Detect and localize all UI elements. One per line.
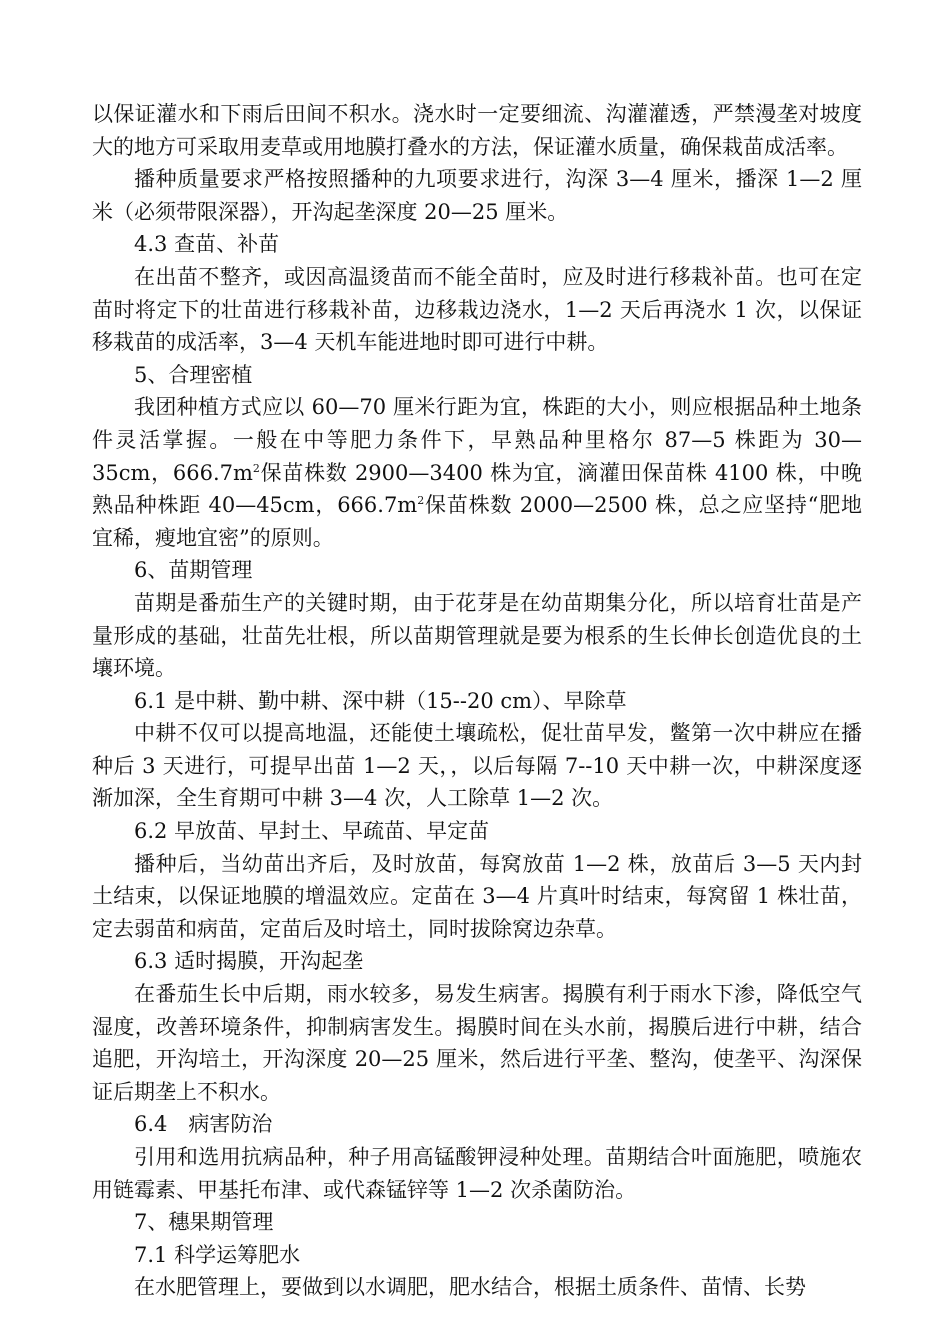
heading-7: 7、穗果期管理 — [134, 1210, 274, 1235]
paragraph-replanting: 在出苗不整齐，或因高温烫苗而不能全苗时，应及时进行移栽补苗。也可在定苗时将定下的壮苗进行移栽补苗，边移栽边浇水，1—2 天后再浇水 1 次，以保证移栽苗的成活率，3—4 天机车能进地时即可进行中耕。 — [92, 264, 862, 355]
paragraph-thinning: 播种后，当幼苗出齐后，及时放苗，每窝放苗 1—2 株，放苗后 3—5 天内封土结束，以保证地膜的增温效应。定苗在 3—4 片真叶时结束，每窝留 1 株壮苗，定去弱苗和病苗，定苗后及时培土，同时拔除窝边杂草。 — [92, 851, 862, 941]
heading-4-3: 4.3 查苗、补苗 — [134, 232, 280, 257]
paragraph-disease-control: 引用和选用抗病品种，种子用高锰酸钾浸种处理。苗期结合叶面施肥，喷施农用链霉素、甲基托布津、或代森锰锌等 1—2 次杀菌防治。 — [92, 1145, 862, 1202]
density-text-part-1: 我团种植方式应以 60—70 厘米行距为宜，株距的大小，则应根据品种土地条件灵活掌握。一般在中等肥力条件下，早熟品种里格尔 87—5 株距为 30—35cm，666.7m — [92, 395, 862, 485]
heading-6-2: 6.2 早放苗、早封土、早疏苗、早定苗 — [134, 819, 490, 844]
paragraph-irrigation: 以保证灌水和下雨后田间不积水。浇水时一定要细流、沟灌灌透，严禁漫垄对坡度大的地方可采取用麦草或用地膜打叠水的方法，保证灌水质量，确保栽苗成活率。 — [92, 102, 862, 159]
paragraph-film-removal: 在番茄生长中后期，雨水较多，易发生病害。揭膜有利于雨水下渗，降低空气湿度，改善环境条件，抑制病害发生。揭膜时间在头水前，揭膜后进行中耕，结合追肥，开沟培土，开沟深度 20—25 厘米，然后进行平垄、整沟，使垄平、沟深保证后期垄上不积水。 — [92, 982, 862, 1104]
paragraph-fertilizer-water: 在水肥管理上，要做到以水调肥，肥水结合，根据土质条件、苗情、长势 — [134, 1275, 806, 1300]
density-text-part-2: 保苗株数 2900—3400 株为宜，滴灌田保苗株 4100 株，中晚熟品种株距 40—45cm，666.7m — [92, 460, 862, 518]
superscript-2b: 2 — [417, 494, 425, 508]
heading-7-1: 7.1 科学运筹肥水 — [134, 1242, 301, 1267]
heading-6-4: 6.4 病害防治 — [134, 1112, 273, 1137]
superscript-2a: 2 — [252, 461, 260, 475]
density-text-part-3: 保苗株数 2000—2500 株，总之应坚持“肥地宜稀，瘦地宜密”的原则。 — [92, 493, 862, 550]
document-page — [92, 98, 862, 1304]
heading-5: 5、合理密植 — [134, 362, 253, 387]
heading-6: 6、苗期管理 — [134, 558, 253, 583]
heading-6-1: 6.1 是中耕、勤中耕、深中耕（15--20 cm）、早除草 — [134, 688, 627, 713]
paragraph-seedling-stage: 苗期是番茄生产的关键时期，由于花芽是在幼苗期集分化，所以培育壮苗是产量形成的基础，壮苗先壮根，所以苗期管理就是要为根系的生长伸长创造优良的土壤环境。 — [92, 590, 862, 681]
paragraph-sowing-quality: 播种质量要求严格按照播种的九项要求进行，沟深 3—4 厘米，播深 1—2 厘米（必须带限深器），开沟起垄深度 20—25 厘米。 — [92, 167, 862, 224]
heading-6-3: 6.3 适时揭膜，开沟起垄 — [134, 949, 364, 974]
paragraph-cultivation: 中耕不仅可以提高地温，还能使土壤疏松，促壮苗早发，鳖第一次中耕应在播种后 3 天进行，可提早出苗 1—2 天，，以后每隔 7--10 天中耕一次，中耕深度逐渐加深，全生育期可中耕 3—4 次，人工除草 1—2 次。 — [92, 721, 862, 811]
paragraph-planting-density — [92, 391, 862, 554]
